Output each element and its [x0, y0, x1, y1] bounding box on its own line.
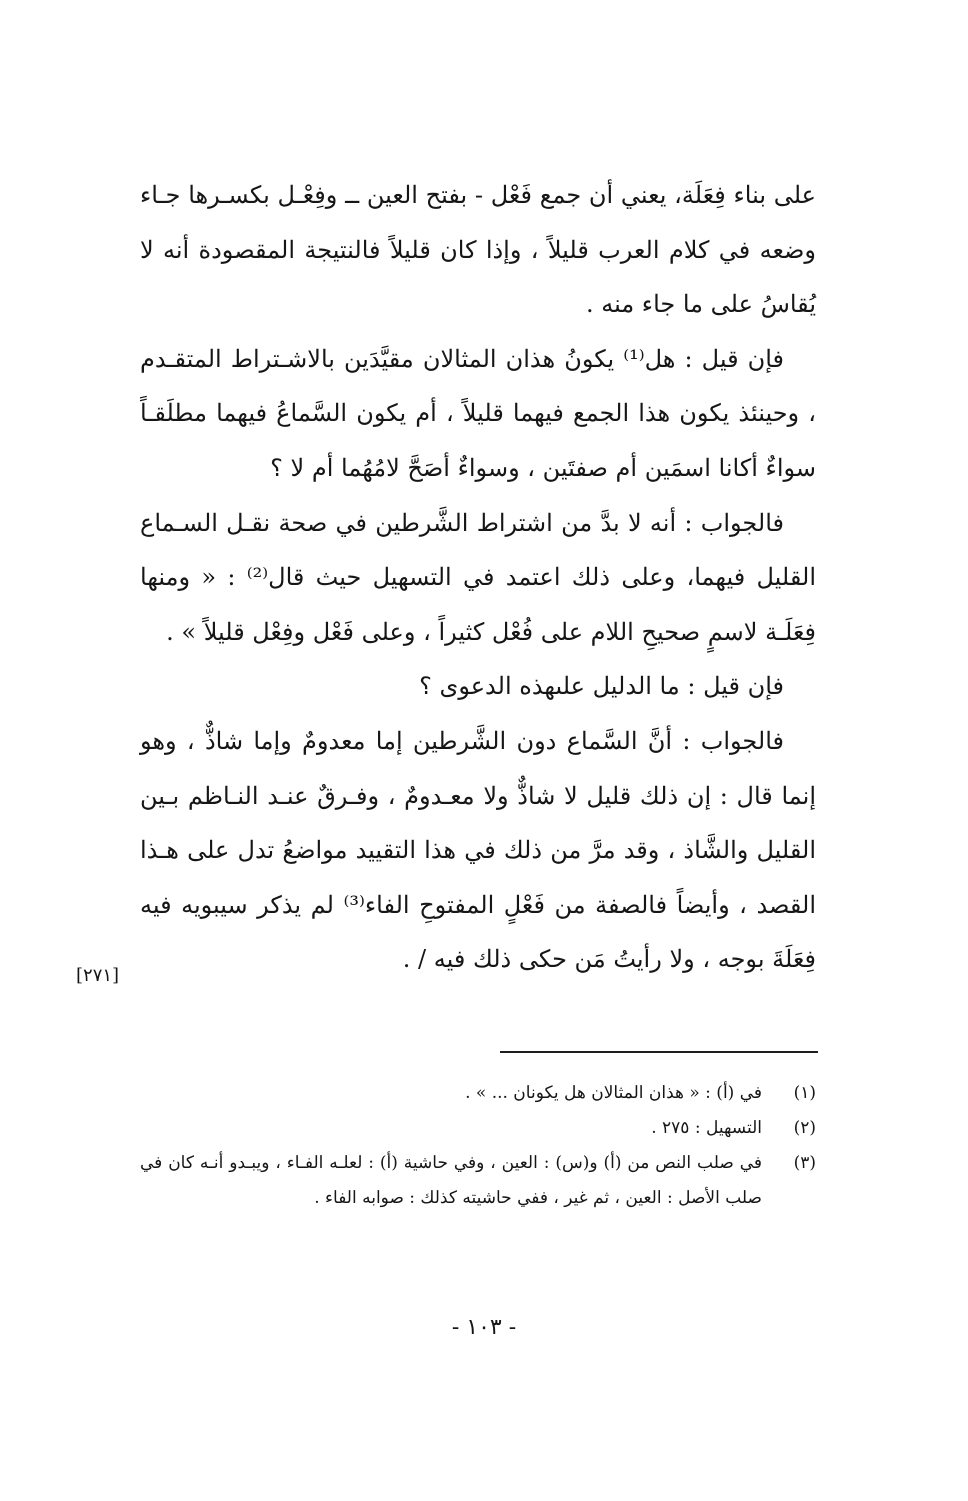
footnote-2 [140, 1111, 816, 1146]
manuscript-folio-marker: [٢٧١] [76, 965, 120, 986]
footnote-number: (١) [793, 1083, 816, 1103]
footnote-number: (٢) [793, 1118, 816, 1138]
footnote-text: في (أ) : « هذان المثالان هل يكونان ... » . [465, 1083, 762, 1103]
paragraph-4: فإن قيل : ما الدليل علىهذه الدعوى ؟ [419, 672, 784, 701]
footnotes [140, 1076, 816, 1216]
footnote-1 [140, 1076, 816, 1111]
footnote-3 [140, 1146, 816, 1216]
paragraph-2: فإن قيل : هل⁽¹⁾ يكونُ هذان المثالان مقيَّدَين بالاشـتراط المتقـدم ، وحينئذ يكون هذا الجمع فيهما قليلاً ، أم يكون السَّماعُ فيهما مطلَقـاً سواءٌ أكانا اسمَين أم صفتَين ، وسواءٌ أصَحَّ لامُهُما أم لا ؟ [140, 344, 816, 482]
footnote-text: التسهيل : ٢٧٥ . [651, 1118, 762, 1138]
footnote-number: (٣) [793, 1153, 816, 1173]
footnote-text: في صلب النص من (أ) و(س) : العين ، وفي حاشية (أ) : لعلـه الفـاء ، ويبـدو أنـه كان في صلب الأصل : العين ، ثم غير ، ففي حاشيته كذلك : صوابه الفاء . [140, 1153, 762, 1208]
page-number: - ١٠٣ - [451, 1315, 517, 1340]
paragraph-1: على بناء فِعَلَة، يعني أن جمع فَعْل - بفتح العين ــ وفِعْـل بكسـرها جـاء وضعه في كلام العرب قليلاً ، وإذا كان قليلاً فالنتيجة المقصودة أنه لا يُقاسُ على ما جاء منه . [140, 181, 816, 319]
paragraph-3: فالجواب : أنه لا بدَّ من اشتراط الشَّرطين في صحة نقـل السـماع القليل فيهما، وعلى ذلك اعتمد في التسهيل حيث قال⁽²⁾ : « ومنها فِعَلَـة لاسمٍ صحيحِ اللام على فُعْل كثيراً ، وعلى فَعْل وفِعْل قليلاً » . [140, 508, 816, 646]
paragraph-5: فالجواب : أنَّ السَّماع دون الشَّرطين إما معدومٌ وإما شاذٌّ ، وهو إنما قال : إن ذلك قليل لا شاذٌّ ولا معـدومٌ ، وفـرقٌ عنـد النـاظم بـين القليل والشَّاذ ، وقد مرَّ من ذلك في هذا التقييد مواضعُ تدل على هـذا القصد ، وأيضاً فالصفة من فَعْلٍ المفتوحِ الفاء⁽³⁾ لم يذكر سيبويه فيه فِعَلَةَ بوجه ، ولا رأيتُ مَن حكى ذلك فيه / . [140, 726, 816, 974]
main-text [140, 168, 816, 987]
footnote-separator [500, 1051, 818, 1053]
